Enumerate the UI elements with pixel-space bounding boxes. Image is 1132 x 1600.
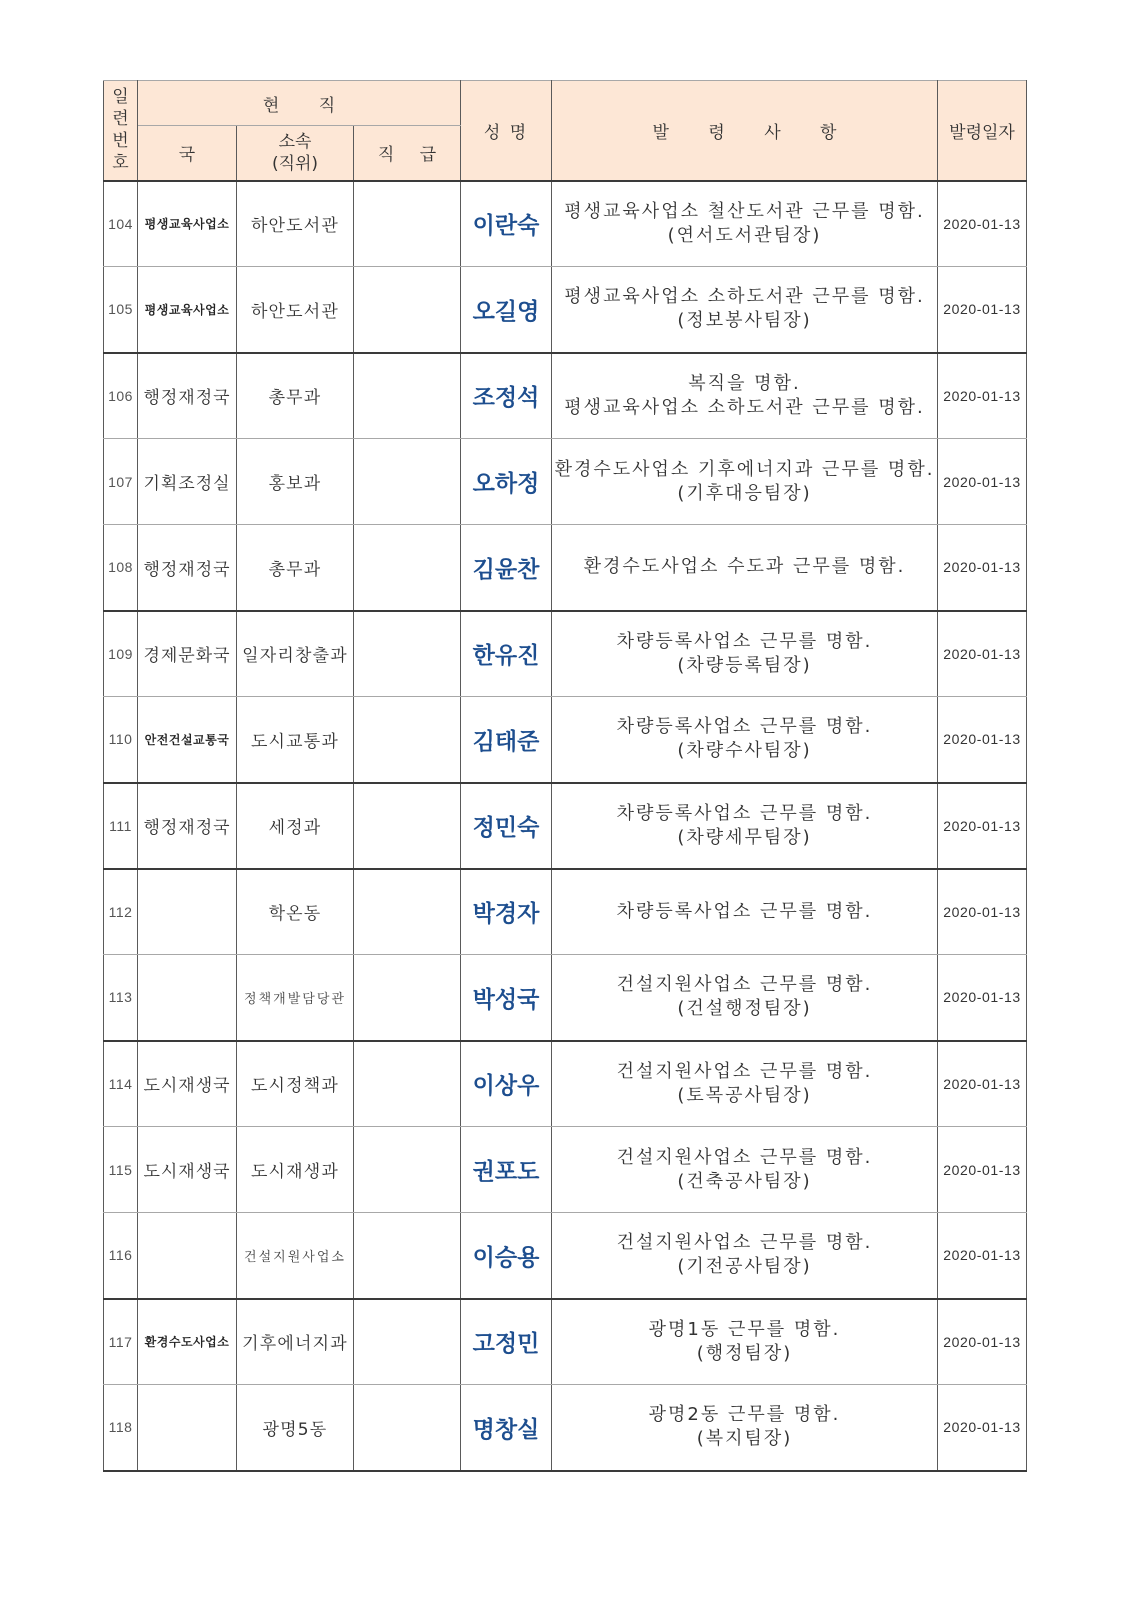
bureau-cell: 행정재정국 [138,525,237,611]
name-cell: 고정민 [461,1299,552,1385]
serial-number-cell: 113 [104,955,138,1041]
grade-cell [354,783,461,869]
grade-header [354,126,461,181]
appointment-date-header-label: 발령일자 [949,122,1015,143]
grade-cell [354,1127,461,1213]
table-row [104,1299,1027,1385]
table-row [104,611,1027,697]
appointment-order-cell: 건설지원사업소 근무를 명함. (토목공사팀장) [552,1041,938,1127]
appointment-order-cell: 차량등록사업소 근무를 명함. (차량등록팀장) [552,611,938,697]
grade-header-label: 직 급 [377,145,447,166]
name-cell: 이란숙 [461,181,552,267]
unit-cell: 광명5동 [237,1385,354,1471]
appointment-order-cell: 평생교육사업소 철산도서관 근무를 명함. (연서도서관팀장) [552,181,938,267]
serial-number-cell: 116 [104,1213,138,1299]
bureau-cell: 기획조정실 [138,439,237,525]
unit-cell: 하안도서관 [237,181,354,267]
grade-cell [354,1299,461,1385]
serial-number-cell: 110 [104,697,138,783]
name-cell: 김태준 [461,697,552,783]
appointment-order-header [552,81,938,181]
appointment-order-cell: 차량등록사업소 근무를 명함. (차량수사팀장) [552,697,938,783]
appointment-order-cell: 차량등록사업소 근무를 명함. (차량세무팀장) [552,783,938,869]
current-position-header [138,81,461,126]
serial-number-cell: 108 [104,525,138,611]
table-row [104,1127,1027,1213]
serial-number-cell: 109 [104,611,138,697]
bureau-cell [138,869,237,955]
name-cell: 오하정 [461,439,552,525]
serial-number-cell: 118 [104,1385,138,1471]
appointment-date-cell: 2020-01-13 [938,181,1027,267]
grade-cell [354,1041,461,1127]
grade-cell [354,439,461,525]
serial-number-cell: 114 [104,1041,138,1127]
appointment-order-cell: 복직을 명함. 평생교육사업소 소하도서관 근무를 명함. [552,353,938,439]
unit-cell: 일자리창출과 [237,611,354,697]
serial-number-cell: 107 [104,439,138,525]
name-cell: 김윤찬 [461,525,552,611]
appointment-table [103,80,1027,1472]
bureau-cell: 평생교육사업소 [138,267,237,353]
appointment-date-cell: 2020-01-13 [938,267,1027,353]
bureau-cell [138,1385,237,1471]
appointment-date-cell: 2020-01-13 [938,697,1027,783]
unit-cell: 기후에너지과 [237,1299,354,1385]
bureau-cell: 평생교육사업소 [138,181,237,267]
unit-header-label: 소속 (직위) [271,131,319,174]
unit-cell: 학온동 [237,869,354,955]
table-row [104,869,1027,955]
name-cell: 명창실 [461,1385,552,1471]
bureau-cell [138,955,237,1041]
appointment-order-cell: 광명1동 근무를 명함. (행정팀장) [552,1299,938,1385]
serial-number-cell: 117 [104,1299,138,1385]
grade-cell [354,181,461,267]
name-cell: 한유진 [461,611,552,697]
table-row [104,1041,1027,1127]
appointment-date-cell: 2020-01-13 [938,1041,1027,1127]
appointment-date-cell: 2020-01-13 [938,1385,1027,1471]
table-row [104,955,1027,1041]
unit-cell: 도시재생과 [237,1127,354,1213]
appointment-date-cell: 2020-01-13 [938,955,1027,1041]
name-cell: 이승용 [461,1213,552,1299]
bureau-cell: 행정재정국 [138,783,237,869]
current-position-header-label: 현 직 [262,95,353,116]
serial-number-cell: 105 [104,267,138,353]
name-cell: 정민숙 [461,783,552,869]
unit-cell: 총무과 [237,525,354,611]
bureau-cell: 도시재생국 [138,1127,237,1213]
appointment-date-cell: 2020-01-13 [938,1299,1027,1385]
appointment-date-cell: 2020-01-13 [938,1127,1027,1213]
grade-cell [354,955,461,1041]
appointment-order-header-label: 발 령 사 항 [652,122,854,143]
table-row [104,439,1027,525]
grade-cell [354,611,461,697]
unit-cell: 정책개발담당관 [237,955,354,1041]
appointment-order-cell: 건설지원사업소 근무를 명함. (기전공사팀장) [552,1213,938,1299]
appointment-date-cell: 2020-01-13 [938,611,1027,697]
grade-cell [354,525,461,611]
bureau-header-label: 국 [178,145,196,166]
appointment-date-cell: 2020-01-13 [938,525,1027,611]
table-row [104,525,1027,611]
unit-cell: 도시정책과 [237,1041,354,1127]
name-cell: 박성국 [461,955,552,1041]
name-cell: 이상우 [461,1041,552,1127]
bureau-header [138,126,237,181]
serial-number-cell: 111 [104,783,138,869]
appointment-order-cell: 건설지원사업소 근무를 명함. (건축공사팀장) [552,1127,938,1213]
name-header [461,81,552,181]
grade-cell [354,1213,461,1299]
grade-cell [354,353,461,439]
appointment-order-cell: 차량등록사업소 근무를 명함. [552,869,938,955]
grade-cell [354,869,461,955]
bureau-cell: 행정재정국 [138,353,237,439]
table-row [104,697,1027,783]
appointment-order-cell: 환경수도사업소 기후에너지과 근무를 명함. (기후대응팀장) [552,439,938,525]
name-cell: 오길영 [461,267,552,353]
unit-cell: 총무과 [237,353,354,439]
table-row [104,181,1027,267]
unit-header [237,126,354,181]
appointment-date-header [938,81,1027,181]
grade-cell [354,1385,461,1471]
table-row [104,353,1027,439]
bureau-cell [138,1213,237,1299]
appointment-date-cell: 2020-01-13 [938,439,1027,525]
appointment-order-cell: 광명2동 근무를 명함. (복지팀장) [552,1385,938,1471]
table-row [104,1385,1027,1471]
unit-cell: 하안도서관 [237,267,354,353]
name-cell: 권포도 [461,1127,552,1213]
table-header [104,81,1027,181]
bureau-cell: 안전건설교통국 [138,697,237,783]
appointment-date-cell: 2020-01-13 [938,869,1027,955]
table-row [104,267,1027,353]
unit-cell: 도시교통과 [237,697,354,783]
unit-cell: 홍보과 [237,439,354,525]
grade-cell [354,697,461,783]
appointment-date-cell: 2020-01-13 [938,783,1027,869]
serial-number-cell: 112 [104,869,138,955]
name-header-label: 성 명 [483,122,529,143]
appointment-order-cell: 환경수도사업소 수도과 근무를 명함. [552,525,938,611]
table-row [104,1213,1027,1299]
grade-cell [354,267,461,353]
unit-cell: 세정과 [237,783,354,869]
appointment-rows [104,181,1027,1471]
serial-number-cell: 106 [104,353,138,439]
appointment-date-cell: 2020-01-13 [938,353,1027,439]
serial-number-header [104,81,138,181]
serial-number-cell: 115 [104,1127,138,1213]
name-cell: 박경자 [461,869,552,955]
appointment-order-cell: 평생교육사업소 소하도서관 근무를 명함. (정보봉사팀장) [552,267,938,353]
serial-number-header-label: 일련번호 [112,87,129,174]
bureau-cell: 도시재생국 [138,1041,237,1127]
appointment-order-cell: 건설지원사업소 근무를 명함. (건설행정팀장) [552,955,938,1041]
appointment-date-cell: 2020-01-13 [938,1213,1027,1299]
table-row [104,783,1027,869]
unit-cell: 건설지원사업소 [237,1213,354,1299]
serial-number-cell: 104 [104,181,138,267]
bureau-cell: 환경수도사업소 [138,1299,237,1385]
name-cell: 조정석 [461,353,552,439]
bureau-cell: 경제문화국 [138,611,237,697]
